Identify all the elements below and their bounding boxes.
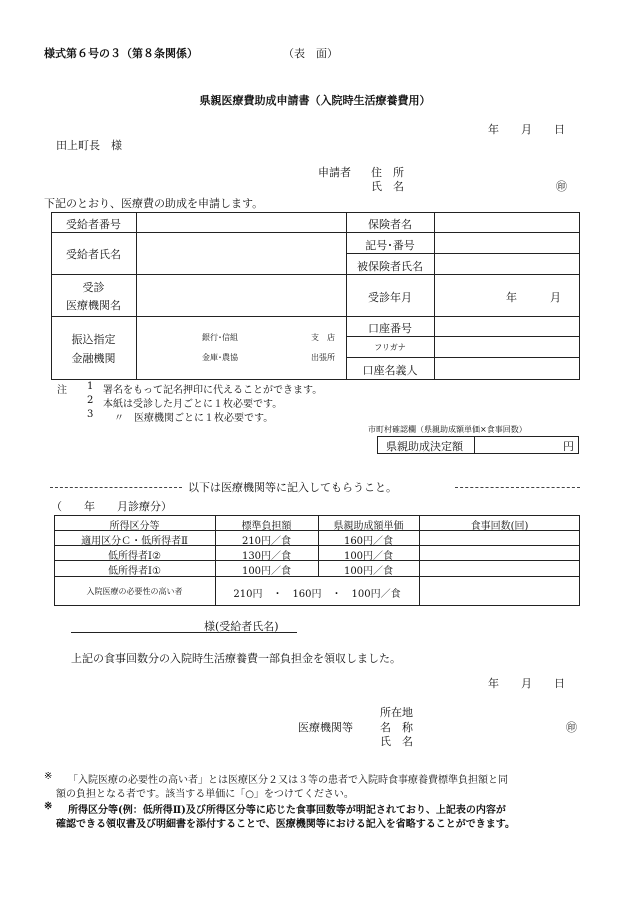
treatment-period[interactable]: （ 年 月診療分）: [51, 500, 172, 513]
institution-label-line1: 受診: [82, 281, 105, 294]
bank-type-1: 銀行･信組: [202, 333, 238, 342]
applicant-seal: ㊞: [556, 180, 567, 193]
note-number: 3: [87, 409, 94, 420]
form-number: 様式第６号の３（第８条関係）: [44, 47, 198, 60]
intro-text: 下記のとおり、医療費の助成を申請します。: [44, 197, 264, 210]
application-date: 年 月 日: [488, 123, 565, 136]
meal-count-field[interactable]: [420, 577, 579, 605]
notes-label: 注: [57, 385, 67, 396]
meal-row-unit-price: 100円／食: [343, 566, 394, 577]
meal-table-header: 食事回数(回): [470, 521, 529, 532]
receipt-date[interactable]: 年 月 日: [488, 677, 565, 690]
institution-label-line2: 医療機関名: [66, 299, 121, 312]
recipient-name-label: 受給者氏名: [66, 248, 121, 261]
footnote-mark: ※: [44, 771, 53, 782]
meal-row-category: 適用区分Ｃ・低所得者Ⅱ: [81, 536, 188, 547]
meal-row-standard: 130円／食: [241, 551, 292, 562]
meal-row-unit-price: 100円／食: [343, 551, 394, 562]
meal-row-standard: 100円／食: [241, 566, 292, 577]
meal-row-standard: 210円／食: [241, 536, 292, 547]
branch-type-1: 支 店: [311, 333, 335, 342]
account-holder-label: 口座名義人: [362, 364, 418, 377]
branch-type-2: 出張所: [311, 353, 335, 362]
note-text: 署名をもって記名押印に代えることができます。: [103, 385, 323, 396]
bank-field[interactable]: [137, 317, 345, 379]
meal-count-field[interactable]: [420, 546, 579, 559]
note-number: 1: [87, 381, 94, 392]
applicant-address-label: 住 所: [371, 166, 404, 179]
confirmation-caption: 市町村確認欄（県親助成額単価×食事回数）: [368, 425, 527, 434]
institution-label: 医療機関等: [298, 721, 353, 734]
institution-person-label: 氏 名: [380, 735, 413, 748]
note-text: 〃 医療機関ごとに１枚必要です。: [114, 413, 274, 424]
insurer-name-field[interactable]: [435, 213, 579, 231]
meal-count-field[interactable]: [420, 561, 579, 575]
footnote-mark: ※: [44, 801, 53, 812]
account-number-field[interactable]: [435, 317, 579, 335]
meal-row-unit-price: 160円／食: [343, 536, 394, 547]
applicant-name-label: 氏 名: [371, 180, 404, 193]
meal-table-header: 県親助成額単価: [333, 521, 404, 532]
meal-count-field[interactable]: [420, 531, 579, 544]
visit-month-label: 受診年月: [368, 291, 412, 304]
account-number-label: 口座番号: [368, 322, 412, 335]
receipt-statement: 上記の食事回数分の入院時生活療養費一部負担金を領収しました。: [71, 652, 401, 665]
account-holder-field[interactable]: [435, 358, 579, 379]
addressee: 田上町長 様: [56, 139, 122, 152]
furigana-field[interactable]: [435, 337, 579, 356]
note-number: 2: [87, 395, 94, 406]
note-text: 本紙は受診した月ごとに１枚必要です。: [103, 399, 283, 410]
meal-row-category: 低所得者Ⅰ②: [108, 551, 161, 562]
bank-label-line1: 振込指定: [71, 333, 116, 346]
bank-type-2: 金庫･農協: [202, 353, 238, 362]
furigana-label: フリガナ: [374, 343, 406, 352]
meal-table-header: 標準負担額: [241, 521, 292, 532]
confirmation-unit: 円: [563, 440, 574, 453]
section-divider-text: 以下は医療機関等に記入してもらうこと。: [188, 481, 397, 494]
insured-name-label: 被保険者氏名: [357, 260, 423, 273]
visit-month-value[interactable]: 年 月: [506, 291, 561, 304]
recipient-name-field[interactable]: [137, 233, 345, 273]
applicant-label: 申請者: [318, 166, 351, 179]
footnote-1-line1: 「入院医療の必要性の高い者」とは医療区分２又は３等の患者で入院時食事療養費標準負担額と同: [68, 775, 508, 786]
institution-name-label: 名 称: [380, 721, 413, 734]
institution-seal: ㊞: [566, 721, 577, 734]
bank-label-line2: 金融機関: [71, 352, 116, 365]
confirmation-label: 県親助成決定額: [386, 440, 463, 453]
meal-table-header: 所得区分等: [109, 521, 160, 532]
insured-name-field[interactable]: [435, 254, 579, 273]
page-title: 県親医療費助成申請書（入院時生活療養費用）: [199, 94, 431, 107]
recipient-sama-label: 様(受給者氏名): [204, 620, 279, 633]
footnote-2-line1: 所得区分等(例：低所得Ⅱ)及び所得区分等に応じた食事回数等が明記されており、上記表の内容が: [68, 805, 506, 816]
footnote-1-line2: 額の負担となる者です。該当する単価に「○」をつけてください。: [56, 789, 354, 800]
recipient-number-field[interactable]: [137, 213, 345, 231]
symbol-number-label: 記号･番号: [365, 239, 415, 252]
special-options[interactable]: 210円 ・ 160円 ・ 100円／食: [233, 589, 401, 600]
institution-name-field[interactable]: [137, 275, 345, 315]
symbol-number-field[interactable]: [435, 233, 579, 252]
recipient-number-label: 受給者番号: [66, 218, 121, 231]
form-side-label: （表 面）: [283, 47, 338, 60]
footnote-2-line2: 確認できる領収書及び明細書を添付することで、医療機関等における記入を省略することができます。: [56, 819, 515, 830]
insurer-name-label: 保険者名: [368, 218, 412, 231]
meal-row-category: 低所得者Ⅰ①: [108, 566, 161, 577]
special-category: 入院医療の必要性の高い者: [86, 587, 183, 596]
institution-location-label: 所在地: [380, 706, 413, 719]
